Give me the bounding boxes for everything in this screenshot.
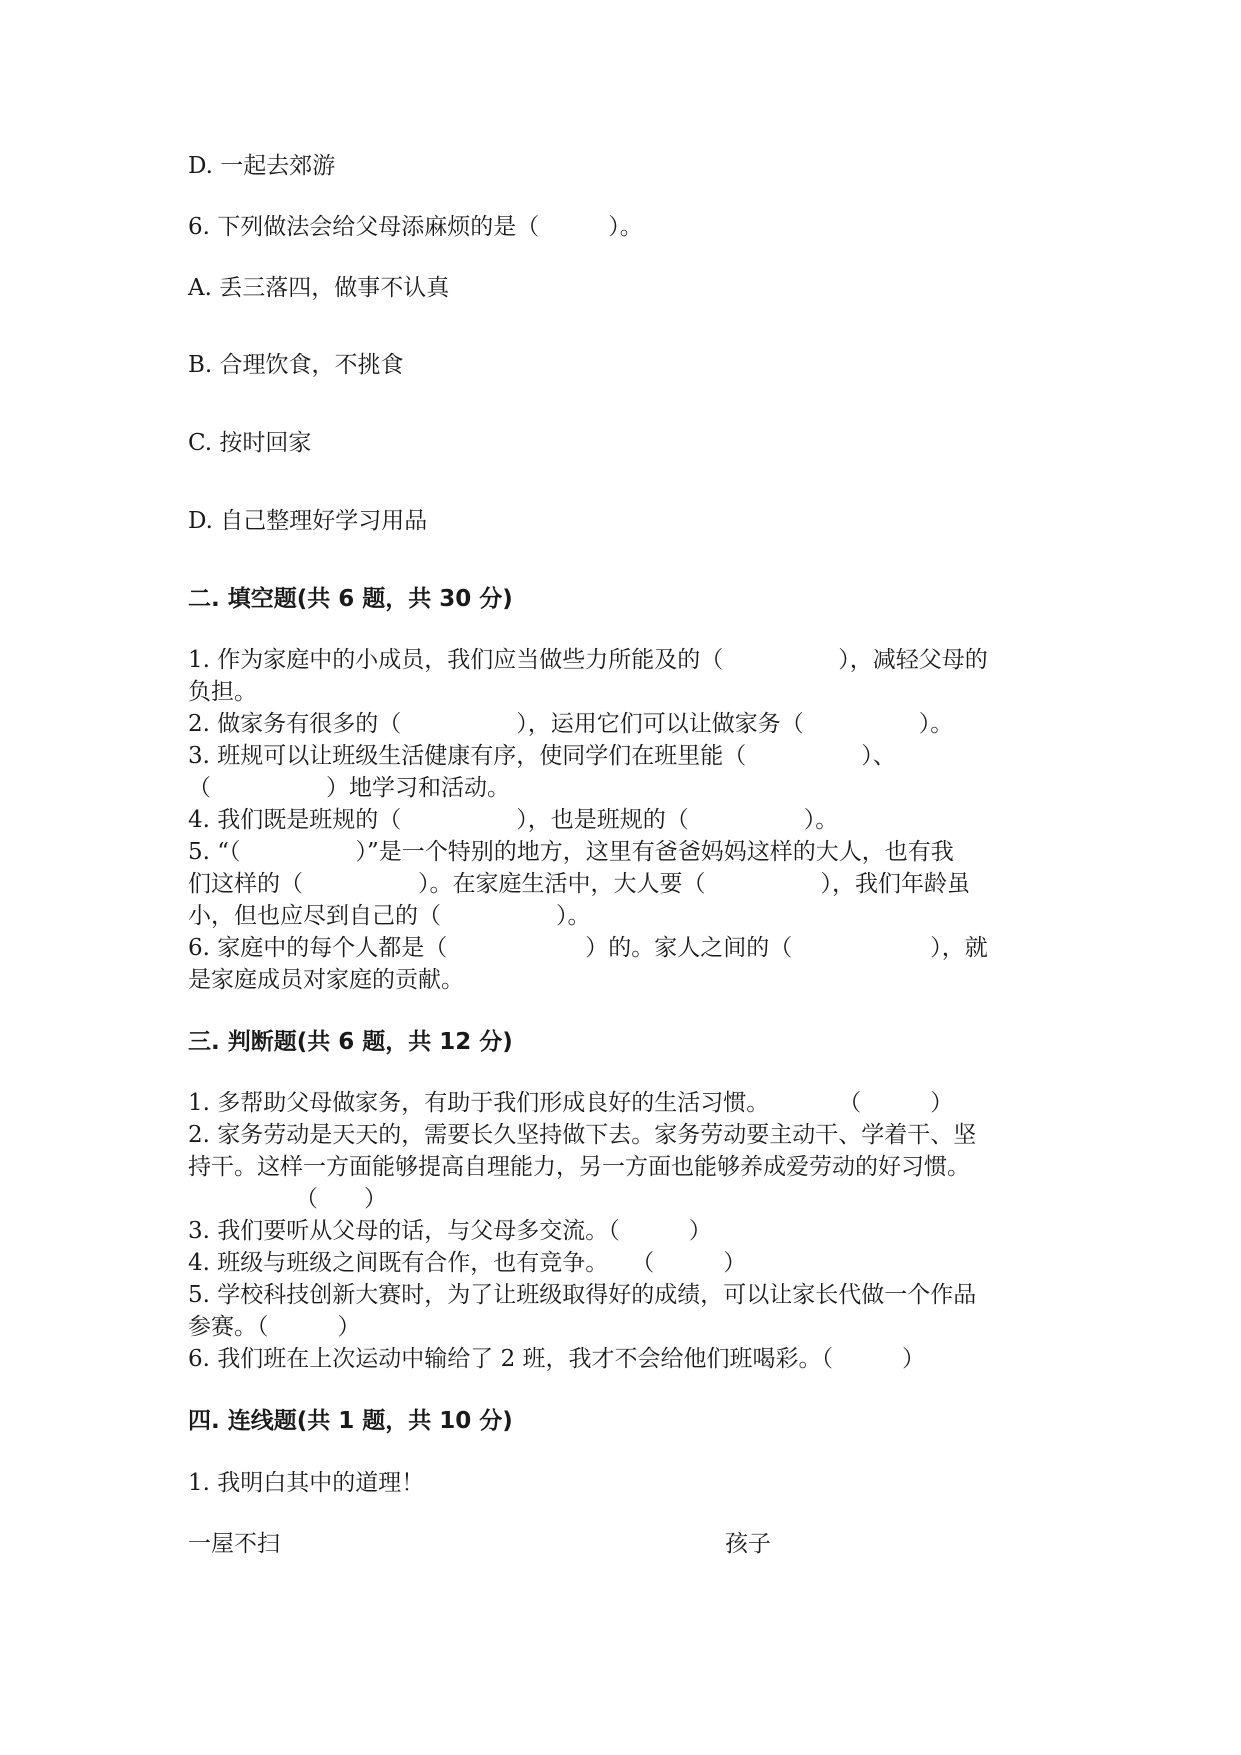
true-false-line: 1. 多帮助父母做家务，有助于我们形成良好的生活习惯。 （ ）: [188, 1090, 954, 1116]
section-heading-fill-blank: 二. 填空题(共 6 题，共 30 分): [188, 586, 513, 612]
fill-blank-line: 是家庭成员对家庭的贡献。: [188, 967, 464, 993]
fill-blank-line: 们这样的（ ）。在家庭生活中，大人要（ ），我们年龄虽: [188, 871, 970, 897]
section-heading-true-false: 三. 判断题(共 6 题，共 12 分): [188, 1029, 513, 1055]
section-heading-matching: 四. 连线题(共 1 题，共 10 分): [188, 1408, 513, 1434]
fill-blank-line: 5. “（ ）”是一个特别的地方，这里有爸爸妈妈这样的大人，也有我: [188, 839, 954, 865]
true-false-line: 5. 学校科技创新大赛时，为了让班级取得好的成绩，可以让家长代做一个作品: [188, 1282, 977, 1308]
q6-option-b: B. 合理饮食，不挑食: [188, 352, 404, 378]
fill-blank-line: 3. 班规可以让班级生活健康有序，使同学们在班里能（ ）、: [188, 743, 896, 769]
true-false-line: 持干。这样一方面能够提高自理能力，另一方面也能够养成爱劳动的好习惯。: [188, 1154, 970, 1180]
fill-blank-line: 小，但也应尽到自己的（ ）。: [188, 903, 591, 929]
q5-option-d: D. 一起去郊游: [188, 153, 336, 179]
true-false-line: 4. 班级与班级之间既有合作，也有竞争。 （ ）: [188, 1250, 747, 1276]
true-false-line: 2. 家务劳动是天天的，需要长久坚持做下去。家务劳动要主动干、学着干、坚: [188, 1122, 977, 1148]
q6-option-a: A. 丢三落四，做事不认真: [188, 275, 450, 301]
true-false-line: 3. 我们要听从父母的话，与父母多交流。（ ）: [188, 1218, 712, 1244]
true-false-line: 6. 我们班在上次运动中输给了 2 班，我才不会给他们班喝彩。（ ）: [188, 1346, 926, 1372]
true-false-line: 参赛。（ ）: [188, 1314, 361, 1340]
matching-question: 1. 我明白其中的道理！: [188, 1470, 425, 1496]
fill-blank-line: 6. 家庭中的每个人都是（ ）的。家人之间的（ ），就: [188, 935, 988, 961]
matching-right-item: 孩子: [725, 1531, 771, 1557]
q6-stem: 6. 下列做法会给父母添麻烦的是（ ）。: [188, 214, 643, 240]
q6-option-d: D. 自己整理好学习用品: [188, 508, 428, 534]
fill-blank-line: 4. 我们既是班规的（ ），也是班规的（ ）。: [188, 807, 839, 833]
fill-blank-line: 1. 作为家庭中的小成员，我们应当做些力所能及的（ ），减轻父母的: [188, 647, 988, 673]
q6-option-c: C. 按时回家: [188, 430, 312, 456]
true-false-line: （ ）: [295, 1186, 387, 1212]
matching-left-item: 一屋不扫: [188, 1531, 280, 1557]
fill-blank-line: （ ）地学习和活动。: [188, 775, 510, 801]
fill-blank-line: 2. 做家务有很多的（ ），运用它们可以让做家务（ ）。: [188, 711, 954, 737]
fill-blank-line: 负担。: [188, 679, 257, 705]
